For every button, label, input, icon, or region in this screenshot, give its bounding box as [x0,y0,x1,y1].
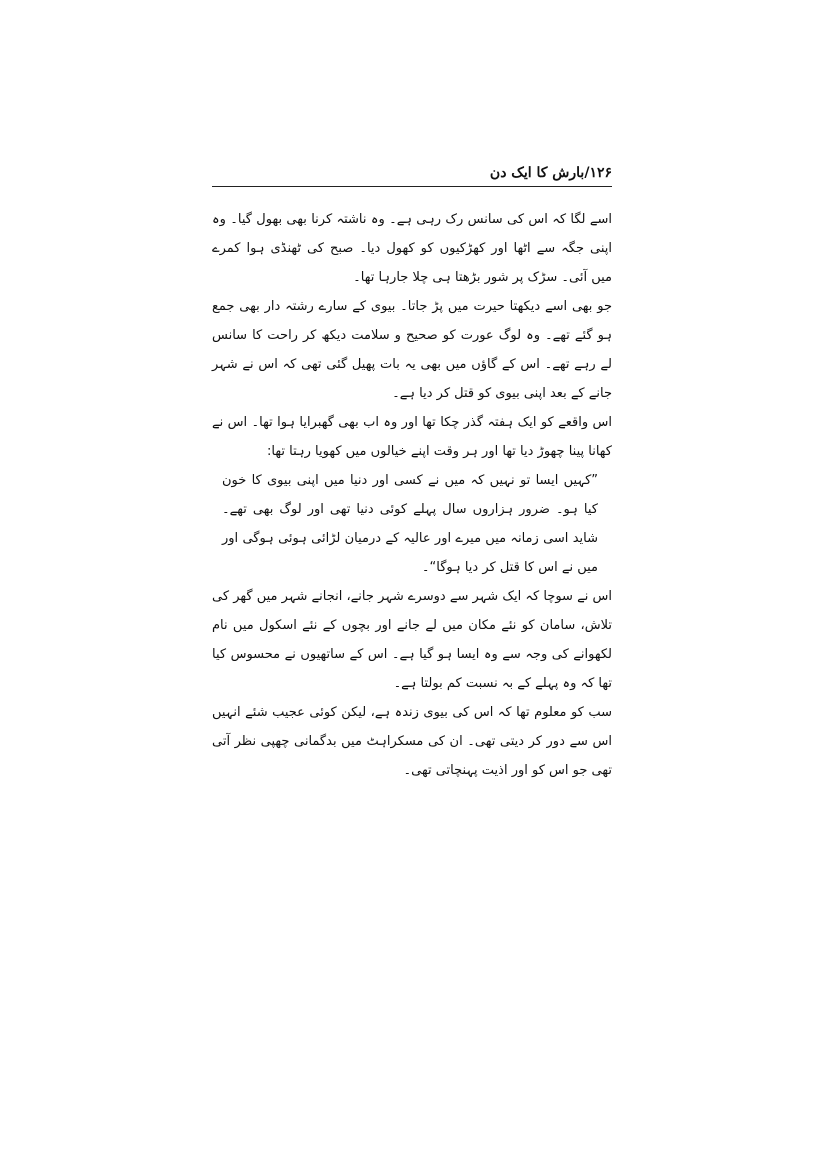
header-rule [212,186,612,187]
block-quote: ”کہیں ایسا تو نہیں کہ میں نے کسی اور دنیا میں اپنی بیوی کا خون کیا ہو۔ ضرور ہزاروں سال پہلے کوئی دنیا تھی اور لوگ بھی تھے۔ شاید اسی زمانہ میں میرے اور عالیہ کے درمیان لڑائی ہوئی ہوگی اور میں نے اس کا قتل کر دیا ہوگا“۔ [222,473,598,575]
page-number: ۱۲۶ [589,165,612,181]
paragraph: اس نے سوچا کہ ایک شہر سے دوسرے شہر جانے، انجانے شہر میں گھر کی تلاش، سامان کو نئے مکان میں لے جانے اور بچوں کے نئے اسکول میں نام لکھوانے کی وجہ سے وہ ایسا ہو گیا ہے۔ اس کے ساتھیوں نے محسوس کیا تھا کہ وہ پہلے کے بہ نسبت کم بولتا ہے۔ [212,589,612,691]
paragraph: اس واقعے کو ایک ہفتہ گذر چکا تھا اور وہ اب بھی گھبرایا ہوا تھا۔ اس نے کھانا پینا چھوڑ دیا تھا اور ہر وقت اپنے خیالوں میں کھویا رہتا تھا: [212,415,612,459]
book-title: بارش کا ایک دن [489,165,585,181]
page-body [212,205,612,785]
running-header [212,160,612,182]
header-separator: / [584,165,590,181]
paragraph: اسے لگا کہ اس کی سانس رک رہی ہے۔ وہ ناشتہ کرنا بھی بھول گیا۔ وہ اپنی جگہ سے اٹھا اور کھڑکیوں کو کھول دیا۔ صبح کی ٹھنڈی ہوا کمرے میں آئی۔ سڑک پر شور بڑھتا ہی چلا جارہا تھا۔ [212,212,612,285]
book-page [212,160,612,1080]
paragraph: سب کو معلوم تھا کہ اس کی بیوی زندہ ہے، لیکن کوئی عجیب شئے انہیں اس سے دور کر دیتی تھی۔ ان کی مسکراہٹ میں بدگمانی چھپی نظر آتی تھی جو اس کو اور اذیت پہنچاتی تھی۔ [212,705,612,778]
paragraph: جو بھی اسے دیکھتا حیرت میں پڑ جاتا۔ بیوی کے سارے رشتہ دار بھی جمع ہو گئے تھے۔ وہ لوگ عورت کو صحیح و سلامت دیکھ کر راحت کا سانس لے رہے تھے۔ اس کے گاؤں میں بھی یہ بات پھیل گئی تھی کہ اس نے شہر جانے کے بعد اپنی بیوی کو قتل کر دیا ہے۔ [212,299,612,401]
